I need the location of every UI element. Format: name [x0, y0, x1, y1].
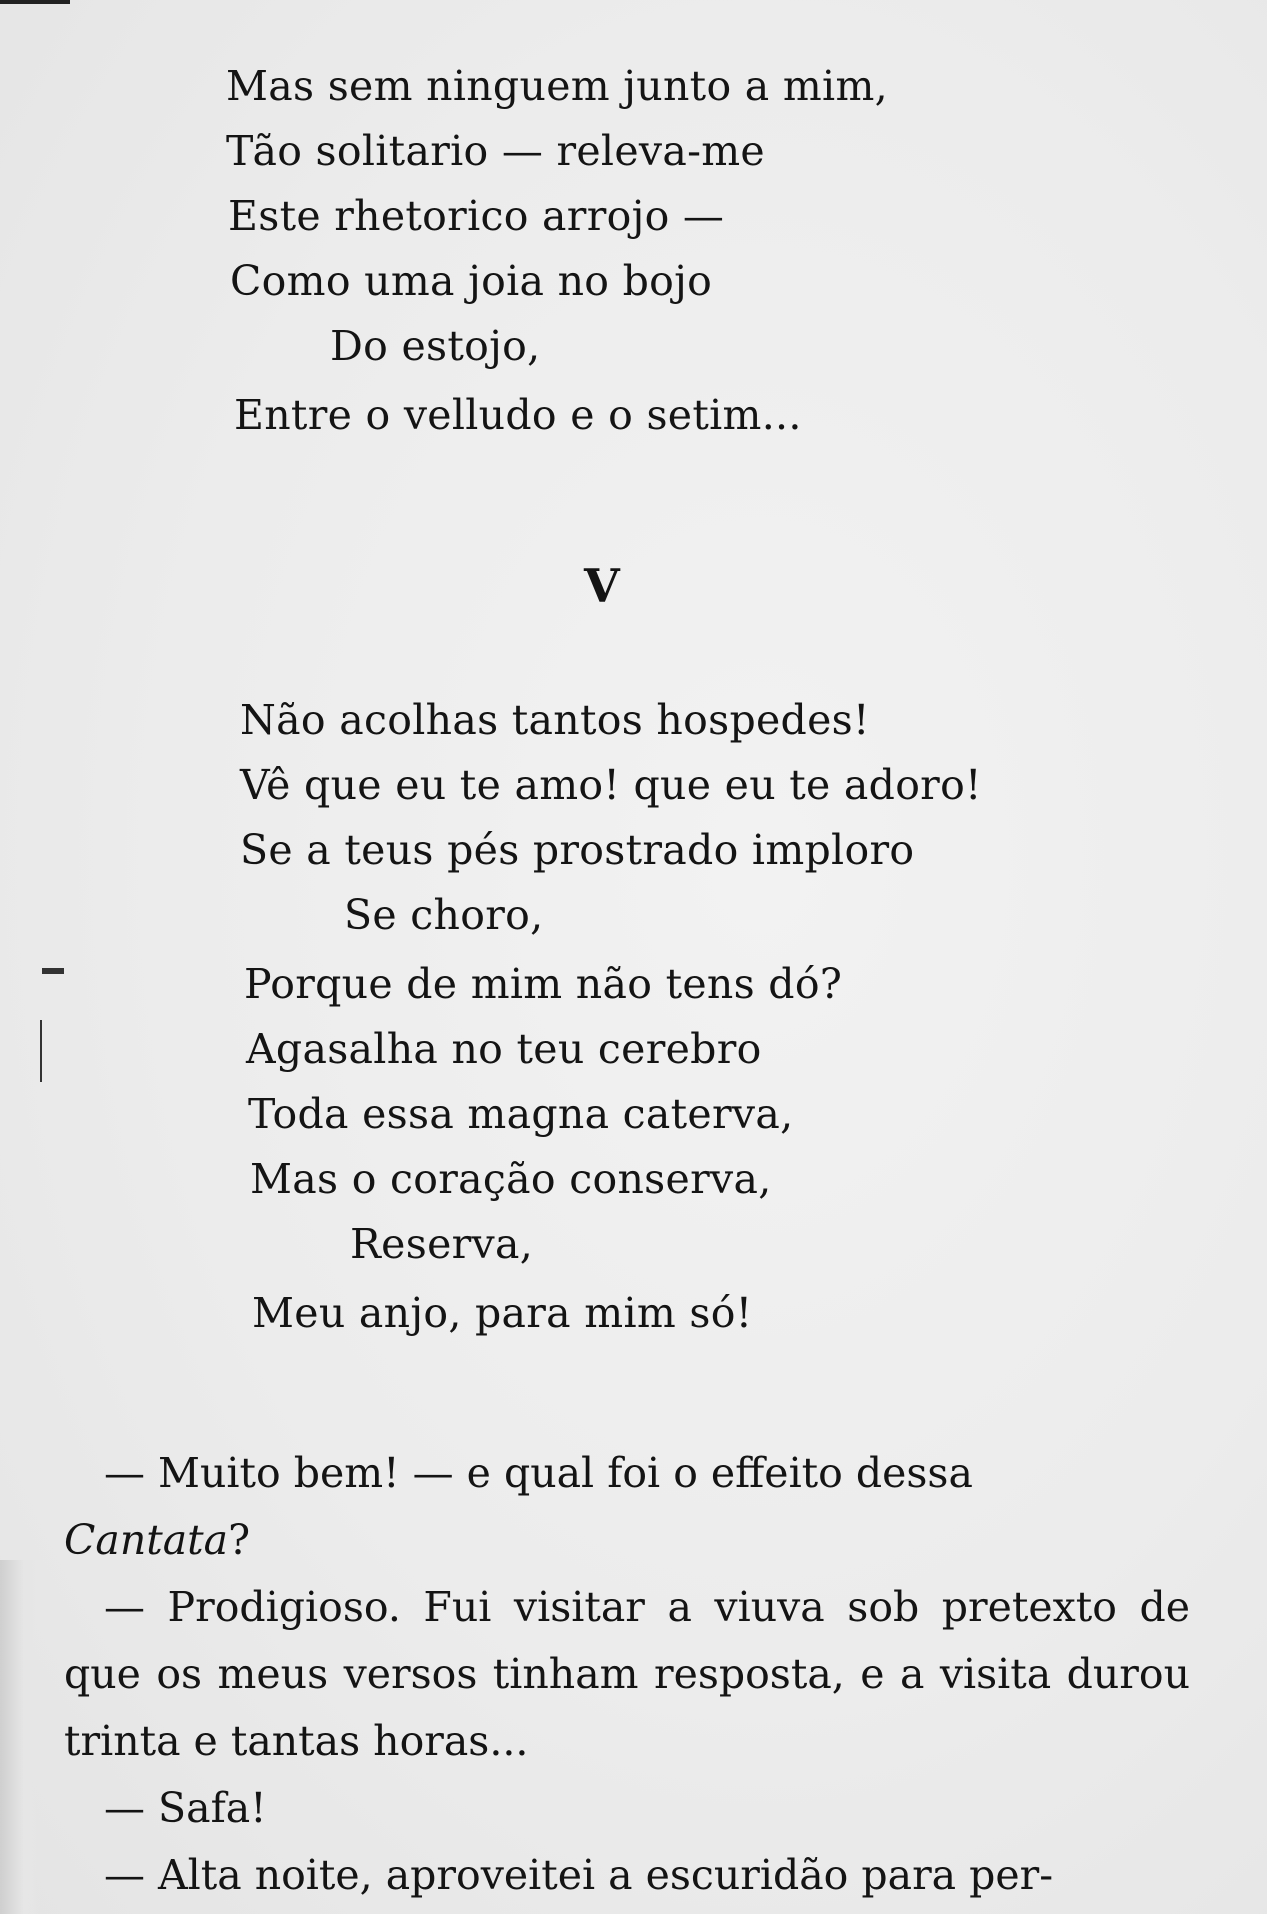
poem-line: Vê que eu te amo! que eu te adoro!: [240, 761, 982, 809]
poem-line: Tão solitario — releva-me: [226, 127, 765, 175]
section-heading: V: [584, 559, 620, 613]
work-title: Cantata: [64, 1516, 229, 1564]
dialogue-text: ?: [228, 1516, 251, 1564]
poem-line: Do estojo,: [330, 322, 541, 370]
margin-mark: [42, 968, 64, 974]
poem-line: Mas o coração conserva,: [250, 1155, 772, 1203]
poem-line: Agasalha no teu cerebro: [246, 1025, 762, 1073]
dialogue-paragraph: — Safa!: [104, 1784, 267, 1832]
poem-line: Porque de mim não tens dó?: [244, 960, 843, 1008]
poem-line: Como uma joia no bojo: [230, 257, 713, 305]
top-edge-mark: [0, 0, 70, 4]
poem-line: Toda essa magna caterva,: [248, 1090, 794, 1138]
poem-line: Não acolhas tantos hospedes!: [240, 696, 870, 744]
poem-line: Se a teus pés prostrado imploro: [240, 826, 915, 874]
poem-line: Este rhetorico arrojo —: [228, 192, 725, 240]
dialogue-text: — Muito bem! — e qual foi o effeito dessa: [104, 1449, 973, 1497]
poem-line: Meu anjo, para mim só!: [252, 1289, 753, 1337]
poem-line: Entre o velludo e o setim...: [234, 391, 802, 439]
page-edge-shadow: [0, 1560, 40, 1914]
poem-line: Reserva,: [350, 1220, 534, 1268]
margin-mark: [40, 1020, 42, 1082]
dialogue-block: [64, 1440, 1190, 1909]
poem-line: Se choro,: [344, 891, 544, 939]
dialogue-paragraph: [64, 1440, 1190, 1574]
dialogue-paragraph: — Prodigioso. Fui visitar a viuva sob pretexto de que os meus versos tinham resposta, e a visita durou trinta e tantas horas...: [64, 1583, 1190, 1765]
dialogue-paragraph: — Alta noite, aproveitei a escuridão para per-: [104, 1851, 1054, 1899]
poem-line: Mas sem ninguem junto a mim,: [226, 62, 888, 110]
